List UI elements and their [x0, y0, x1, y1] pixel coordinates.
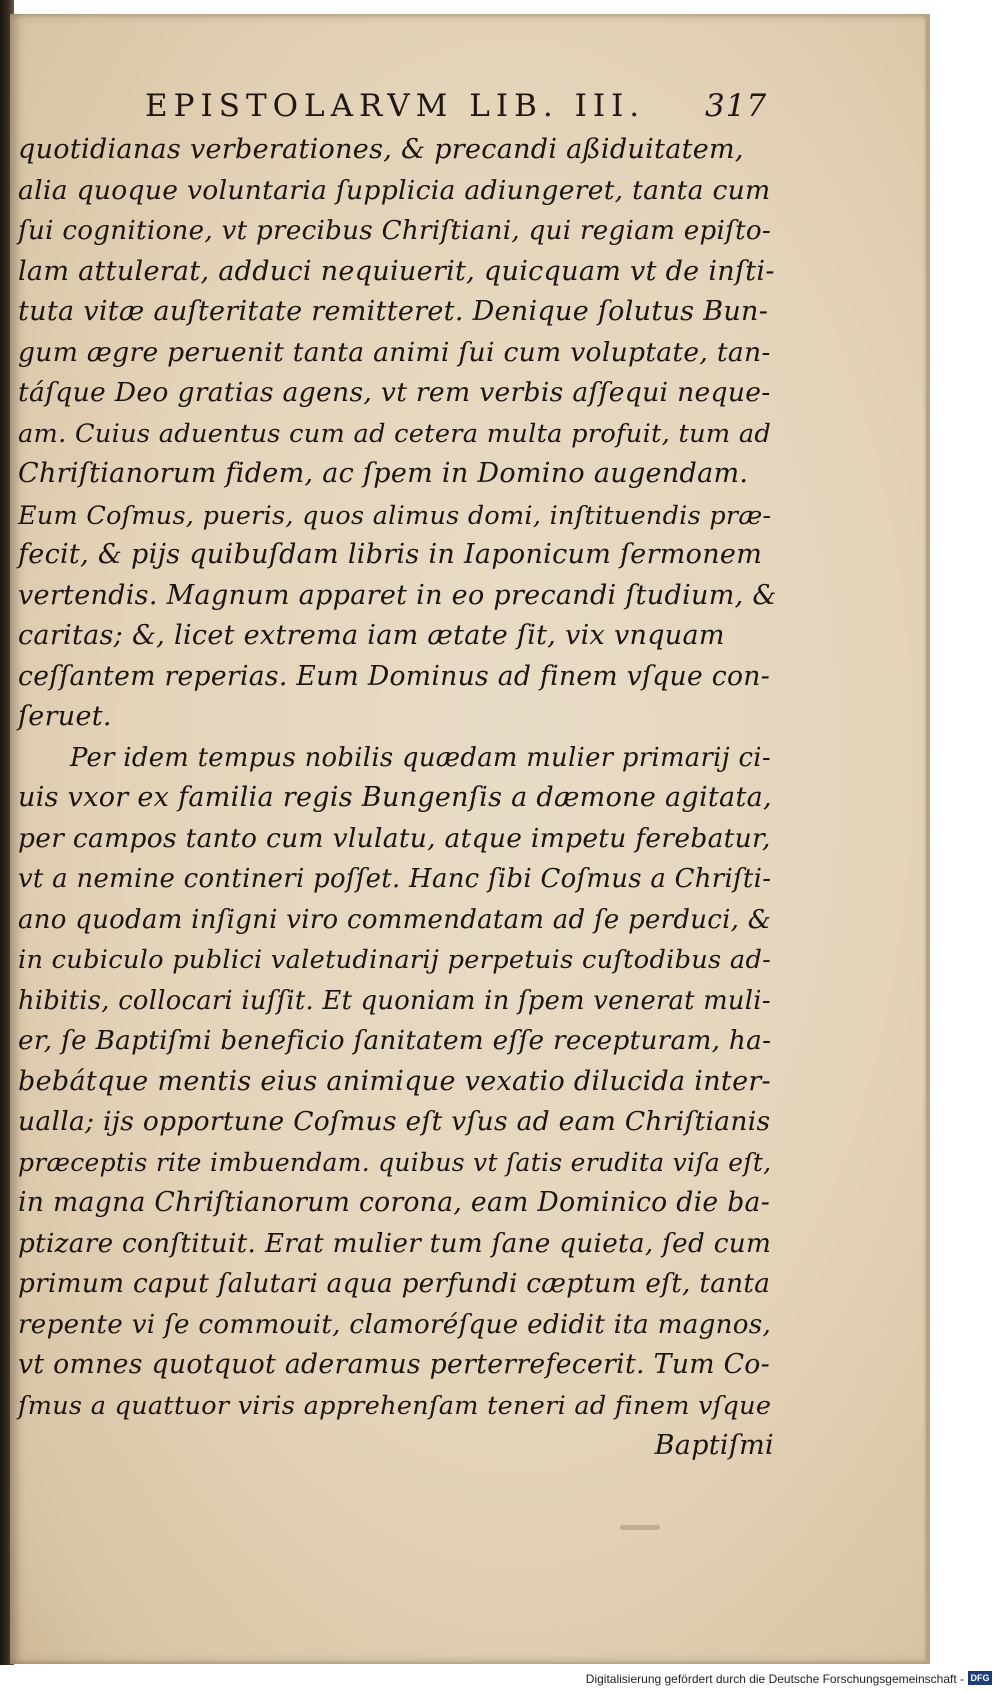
- dfg-logo-icon: DFG: [968, 1671, 992, 1685]
- text-line: ceſſantem reperias. Eum Dominus ad finem vſque con-: [18, 660, 771, 692]
- body-text: [18, 130, 778, 1467]
- text-line: vertendis. Magnum apparet in eo precandi ſtudium, &: [18, 579, 777, 611]
- text-line: caritas; &, licet extrema iam ætate ſit, vix vnquam: [18, 620, 725, 651]
- page-edge: [926, 14, 930, 1664]
- paper-stain: [620, 1525, 660, 1530]
- text-line: præceptis rite imbuendam. quibus vt ſatis erudita viſa eſt,: [18, 1147, 772, 1177]
- text-line: ano quodam inſigni viro commendatam ad ſe perduci, &: [18, 904, 772, 935]
- text-line: am. Cuius aduentus cum ad cetera multa profuit, tum ad: [18, 418, 772, 449]
- text-line: repente vi ſe commouit, clamoréſque edidit ita magnos,: [18, 1309, 772, 1340]
- text-line: ſeruet.: [18, 701, 112, 732]
- text-line: lam attulerat, adduci nequiuerit, quicquam vt de inſti-: [18, 255, 775, 287]
- text-line: tuta vitæ auſteritate remitteret. Denique ſolutus Bun-: [18, 296, 769, 327]
- text-line: Chriſtianorum fidem, ac ſpem in Domino augendam.: [18, 458, 749, 489]
- text-line: per campos tanto cum vlulatu, atque impetu ferebatur,: [18, 822, 771, 854]
- catchword: Baptiſmi: [654, 1430, 774, 1461]
- text-line: in magna Chriſtianorum corona, eam Dominico die ba-: [18, 1187, 770, 1218]
- text-line: táſque Deo gratias agens, vt rem verbis aſſequi neque-: [18, 377, 771, 408]
- text-line: gum ægre peruenit tanta animi ſui cum voluptate, tan-: [18, 336, 771, 368]
- text-line: fecit, & pijs quibuſdam libris in Iaponicum ſermonem: [18, 539, 763, 570]
- text-line: vt a nemine contineri poſſet. Hanc ſibi Coſmus a Chriſti-: [18, 864, 772, 894]
- text-line: primum caput ſalutari aqua perfundi cæptum eſt, tanta: [18, 1269, 771, 1299]
- text-line: vt omnes quotquot aderamus perterrefecerit. Tum Co-: [18, 1349, 770, 1380]
- page-number: 317: [705, 88, 768, 124]
- text-line: ualla; ijs opportune Coſmus eſt vſus ad eam Chriſtianis: [18, 1106, 771, 1137]
- text-line: ſui cognitione, vt precibus Chriſtiani, qui regiam epiſto-: [18, 216, 772, 246]
- running-head-title: EPISTOLARVM LIB. III.: [145, 88, 646, 124]
- funding-credit: Digitalisierung gefördert durch die Deutsche Forschungsgemeinschaft -: [585, 1672, 964, 1686]
- paragraph-first-line: Per idem tempus nobilis quædam mulier primarij ci-: [70, 742, 771, 773]
- text-line: ſmus a quattuor viris apprehenſam teneri ad finem vſque: [18, 1390, 772, 1421]
- text-line: in cubiculo publici valetudinarij perpetuis cuſtodibus ad-: [18, 945, 772, 975]
- text-line: uis vxor ex familia regis Bungenſis a dæmone agitata,: [18, 782, 772, 813]
- text-line: hibitis, collocari iuſſit. Et quoniam in ſpem venerat muli-: [18, 985, 771, 1016]
- text-line: ptizare conſtituit. Erat mulier tum ſane quieta, ſed cum: [18, 1228, 772, 1259]
- text-line: er, ſe Baptiſmi beneficio ſanitatem eſſe recepturam, ha-: [18, 1026, 772, 1056]
- text-line: bebátque mentis eius animique vexatio dilucida inter-: [18, 1065, 771, 1097]
- running-head: [145, 88, 770, 124]
- text-line: quotidianas verberationes, & precandi aßiduitatem,: [18, 134, 744, 165]
- text-line: alia quoque voluntaria ſupplicia adiungeret, tanta cum: [18, 174, 771, 206]
- text-line: Eum Coſmus, pueris, quos alimus domi, inſtituendis præ-: [18, 499, 772, 530]
